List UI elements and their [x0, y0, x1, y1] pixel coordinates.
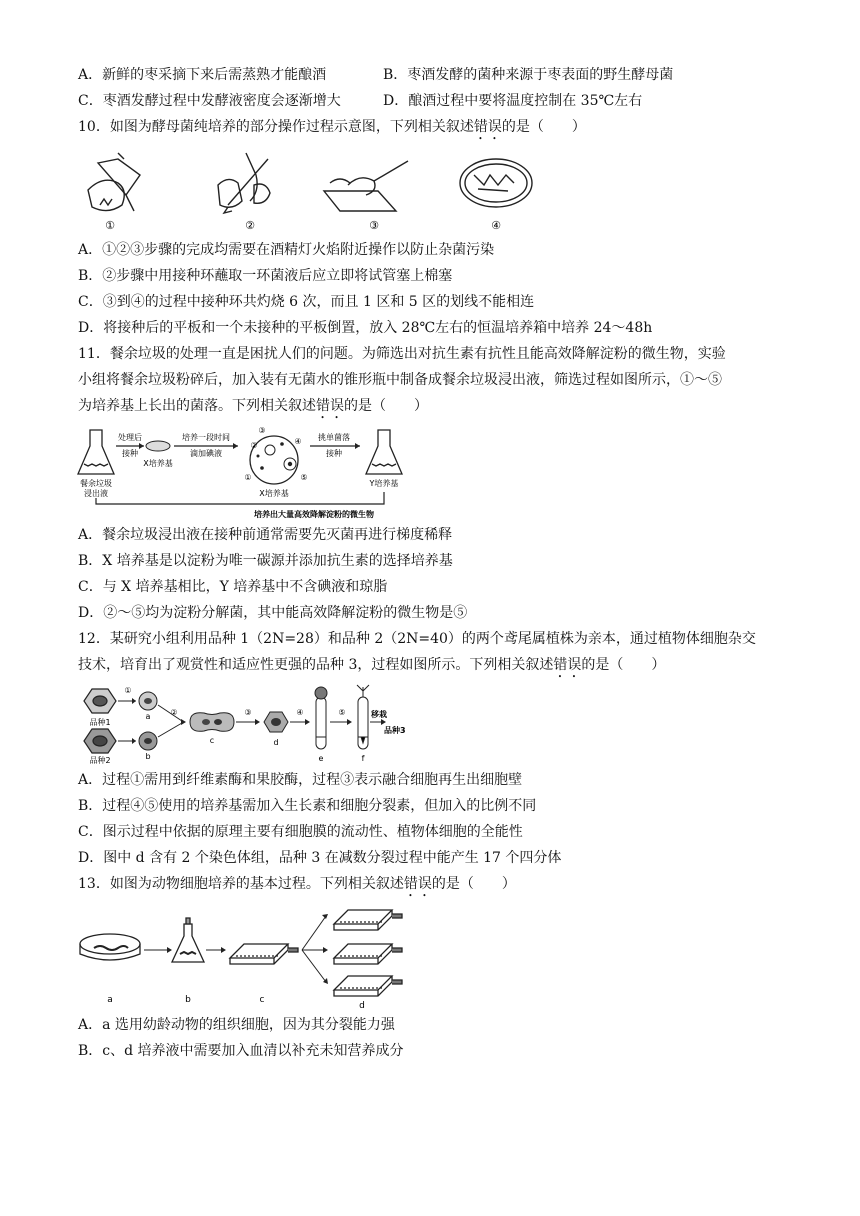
q12-hybrid-nucleus — [271, 718, 281, 726]
q10-stem — [78, 114, 798, 143]
q11-colony-4 — [280, 442, 284, 446]
q10-step2-illustration — [218, 153, 270, 213]
q12-option-b[interactable]: B．过程④⑤使用的培养基需加入生长素和细胞分裂素，但加入的比例不同 — [78, 798, 537, 814]
q11-colony-label-1: ① — [244, 473, 252, 482]
q11-x-medium-label-2: X培养基 — [259, 489, 289, 498]
q10-stem-emphasis: 错误 — [473, 119, 502, 135]
q10-option-b[interactable]: B．②步骤中用接种环蘸取一环菌液后应立即将试管塞上棉塞 — [78, 268, 453, 284]
q12-label-f: f — [361, 754, 365, 763]
q13-option-b[interactable]: B．c、d 培养液中需要加入血清以补充未知营养成分 — [78, 1043, 404, 1059]
q11-stem-end: 的是（ ） — [344, 398, 428, 414]
q11-option-d[interactable]: D．②～⑤均为淀粉分解菌，其中能高效降解淀粉的微生物是⑤ — [78, 605, 468, 621]
q12-option-c[interactable]: C．图示过程中依据的原理主要有细胞膜的流动性、植物体细胞的全能性 — [78, 824, 523, 840]
q11-colony-5-center — [288, 462, 292, 466]
q12-arrow-4-head — [305, 719, 310, 725]
q11-flask-1 — [78, 430, 114, 474]
q11-bracket — [96, 492, 384, 504]
q13-label-c: c — [259, 995, 265, 1005]
q13-arrow-1-head — [167, 947, 172, 953]
q13-arrow-2-head — [221, 947, 226, 953]
q11-stem-line-1: 11．餐余垃圾的处理一直是困扰人们的问题。为筛选出对抗生素有抗性且能高效降解淀粉的微生物，实验 — [78, 346, 726, 362]
q13-flask-b — [172, 918, 204, 962]
q13-label-a: a — [107, 995, 113, 1005]
q13-culture-flask-c — [230, 944, 298, 964]
q13-option-a[interactable]: A．a 选用幼龄动物的组织细胞，因为其分裂能力强 — [78, 1017, 395, 1033]
q12-step3-label: ③ — [244, 708, 252, 717]
q10-figure — [78, 145, 538, 235]
q10-fig-label-4: ④ — [491, 219, 501, 232]
q12-step5-label: ⑤ — [338, 708, 346, 717]
q11-colony-label-4: ④ — [294, 437, 302, 446]
q11-colony-label-2: ② — [250, 441, 258, 450]
q11-colony-label-3: ③ — [258, 426, 266, 435]
q10-step3-illustration — [324, 161, 408, 211]
q11-colony-2 — [265, 445, 275, 455]
q12-transplant-label: 移栽 — [371, 710, 387, 719]
q13-stem — [78, 871, 798, 900]
q11-stem-line-2: 小组将餐余垃圾粉碎后，加入装有无菌水的锥形瓶中制备成餐余垃圾浸出液，筛选过程如图所示，①～⑤ — [78, 372, 722, 388]
q13-culture-flask-d3 — [334, 976, 402, 996]
q13-arrow-3b-head — [323, 947, 328, 953]
q11-figure — [78, 424, 418, 520]
q11-flask-2 — [366, 430, 402, 474]
q12-arrow-3-head — [255, 719, 260, 725]
q10-option-c[interactable]: C．③到④的过程中接种环共灼烧 6 次，而且 1 区和 5 区的划线不能相连 — [78, 294, 535, 310]
q11-colony-1 — [260, 466, 264, 470]
q12-option-a[interactable]: A．过程①需用到纤维素酶和果胶酶，过程③表示融合细胞再生出细胞壁 — [78, 772, 523, 788]
q13-arrow-3c — [302, 950, 326, 982]
q12-arrow-1a-head — [132, 698, 136, 704]
q12-stem-line-1: 12．某研究小组利用品种 1（2N=28）和品种 2（2N=40）的两个鸢尾属植株为亲本，通过植物体细胞杂交 — [78, 631, 756, 647]
q11-stem-emphasis: 错误 — [316, 398, 344, 414]
q12-variety2-label: 品种2 — [89, 756, 111, 765]
q11-x-medium-label: X培养基 — [143, 459, 173, 468]
q11-arrow1-top: 处理后 — [118, 433, 142, 442]
q13-figure — [78, 902, 428, 1010]
q9-options-row-2 — [78, 88, 798, 114]
q11-arrow1-bottom: 接种 — [122, 449, 138, 458]
q11-colony-3 — [257, 455, 260, 458]
q10-fig-label-3: ③ — [369, 219, 379, 232]
q12-option-d[interactable]: D．图中 d 含有 2 个染色体组，品种 3 在减数分裂过程中能产生 17 个四分体 — [78, 850, 562, 866]
q11-arrow-2-head — [233, 443, 238, 449]
q12-label-a: a — [145, 712, 151, 721]
q13-stem-end: 的是（ ） — [431, 876, 516, 892]
q11-option-b[interactable]: B．X 培养基是以淀粉为唯一碳源并添加抗生素的选择培养基 — [78, 553, 453, 569]
exam-page — [78, 62, 798, 1064]
q12-fused-cell-c — [190, 713, 234, 732]
q11-y-medium-label: Y培养基 — [369, 479, 399, 488]
q11-colony-label-5: ⑤ — [300, 473, 308, 482]
q13-label-b: b — [185, 995, 191, 1005]
q12-variety3-label: 品种3 — [384, 726, 406, 735]
q12-arrow-transplant-head — [381, 719, 386, 725]
q12-label-b: b — [145, 752, 151, 761]
q9-option-b[interactable]: B．枣酒发酵的菌种来源于枣表面的野生酵母菌 — [383, 67, 674, 83]
q12-stem-text: 技术，培育出了观赏性和适应性更强的品种 3，过程如图所示。下列相关叙述 — [78, 657, 554, 673]
q11-stem-text: 为培养基上长出的菌落。下列相关叙述 — [78, 398, 316, 414]
q12-variety2-cell — [84, 729, 116, 753]
q11-flask-label-2: 浸出液 — [84, 489, 108, 498]
q11-arrow-3-head — [355, 443, 360, 449]
q12-fused-nucleus-2 — [214, 719, 222, 725]
q11-option-a[interactable]: A．餐余垃圾浸出液在接种前通常需要先灭菌再进行梯度稀释 — [78, 527, 453, 543]
q12-protoplast-b-nucleus — [144, 738, 152, 744]
q12-label-e: e — [318, 754, 324, 763]
q12-figure — [78, 683, 406, 765]
q12-step4-label: ④ — [296, 708, 304, 717]
q11-arrow2-bottom: 滴加碘液 — [190, 449, 222, 458]
q11-x-plate — [146, 441, 170, 451]
q12-fused-nucleus-1 — [202, 719, 210, 725]
q13-culture-flask-d1 — [334, 910, 402, 930]
q13-stem-text: 13．如图为动物细胞培养的基本过程。下列相关叙述 — [78, 876, 404, 892]
q10-fig-label-1: ① — [105, 219, 115, 232]
q13-arrow-3a — [302, 916, 326, 950]
q9-option-a[interactable]: A．新鲜的枣采摘下来后需蒸熟才能酿酒 — [78, 67, 327, 83]
q11-caption: 培养出大量高效降解淀粉的微生物 — [254, 510, 374, 519]
q11-option-c[interactable]: C．与 X 培养基相比，Y 培养基中不含碘液和琼脂 — [78, 579, 388, 595]
q12-stem-end: 的是（ ） — [581, 657, 666, 673]
q12-stem-emphasis: 错误 — [553, 657, 582, 673]
q12-tube-e — [315, 687, 327, 749]
q12-protoplast-a-nucleus — [144, 698, 152, 704]
q13-label-d: d — [359, 1001, 365, 1011]
q11-arrow-1-head — [139, 443, 144, 449]
q12-arrow-2b — [158, 723, 182, 737]
q11-arrow2-top: 培养一段时间 — [182, 433, 230, 442]
q9-option-c[interactable]: C．枣酒发酵过程中发酵液密度会逐渐增大 — [78, 93, 341, 109]
q13-dish-a — [80, 934, 140, 960]
q10-option-a[interactable]: A．①②③步骤的完成均需要在酒精灯火焰附近操作以防止杂菌污染 — [78, 242, 495, 258]
q12-variety1-cell — [84, 689, 116, 713]
q13-culture-flask-d2 — [334, 944, 402, 964]
q10-stem-end: 的是（ ） — [501, 119, 586, 135]
q12-tube-f — [357, 685, 369, 749]
q10-step1-illustration — [88, 153, 140, 211]
q12-arrow-5-head — [347, 719, 352, 725]
q12-step2-label: ② — [170, 708, 178, 717]
q11-flask-label-1: 餐余垃圾 — [80, 479, 112, 488]
q12-label-c: c — [209, 736, 215, 745]
q12-step1-label: ① — [124, 686, 132, 695]
q9-options-row-1 — [78, 62, 798, 88]
q11-arrow3-top: 挑单菌落 — [318, 433, 350, 442]
q10-option-d[interactable]: D．将接种后的平板和一个未接种的平板倒置，放入 28℃左右的恒温培养箱中培养 24～48h — [78, 320, 653, 336]
q11-stem-line-3 — [78, 393, 798, 422]
q10-step4-illustration — [460, 159, 532, 207]
q9-option-d[interactable]: D．酿酒过程中要将温度控制在 35℃左右 — [383, 93, 643, 109]
q12-variety1-label: 品种1 — [89, 718, 111, 727]
q13-stem-emphasis: 错误 — [403, 876, 432, 892]
q10-fig-label-2: ② — [245, 219, 255, 232]
q10-stem-text: 10．如图为酵母菌纯培养的部分操作过程示意图，下列相关叙述 — [78, 119, 474, 135]
q11-arrow3-bottom: 接种 — [326, 449, 342, 458]
q12-stem-line-2 — [78, 652, 798, 681]
q12-arrow-1b-head — [132, 738, 136, 744]
q12-label-d: d — [273, 738, 279, 747]
q12-arrow-2-head — [181, 719, 186, 725]
